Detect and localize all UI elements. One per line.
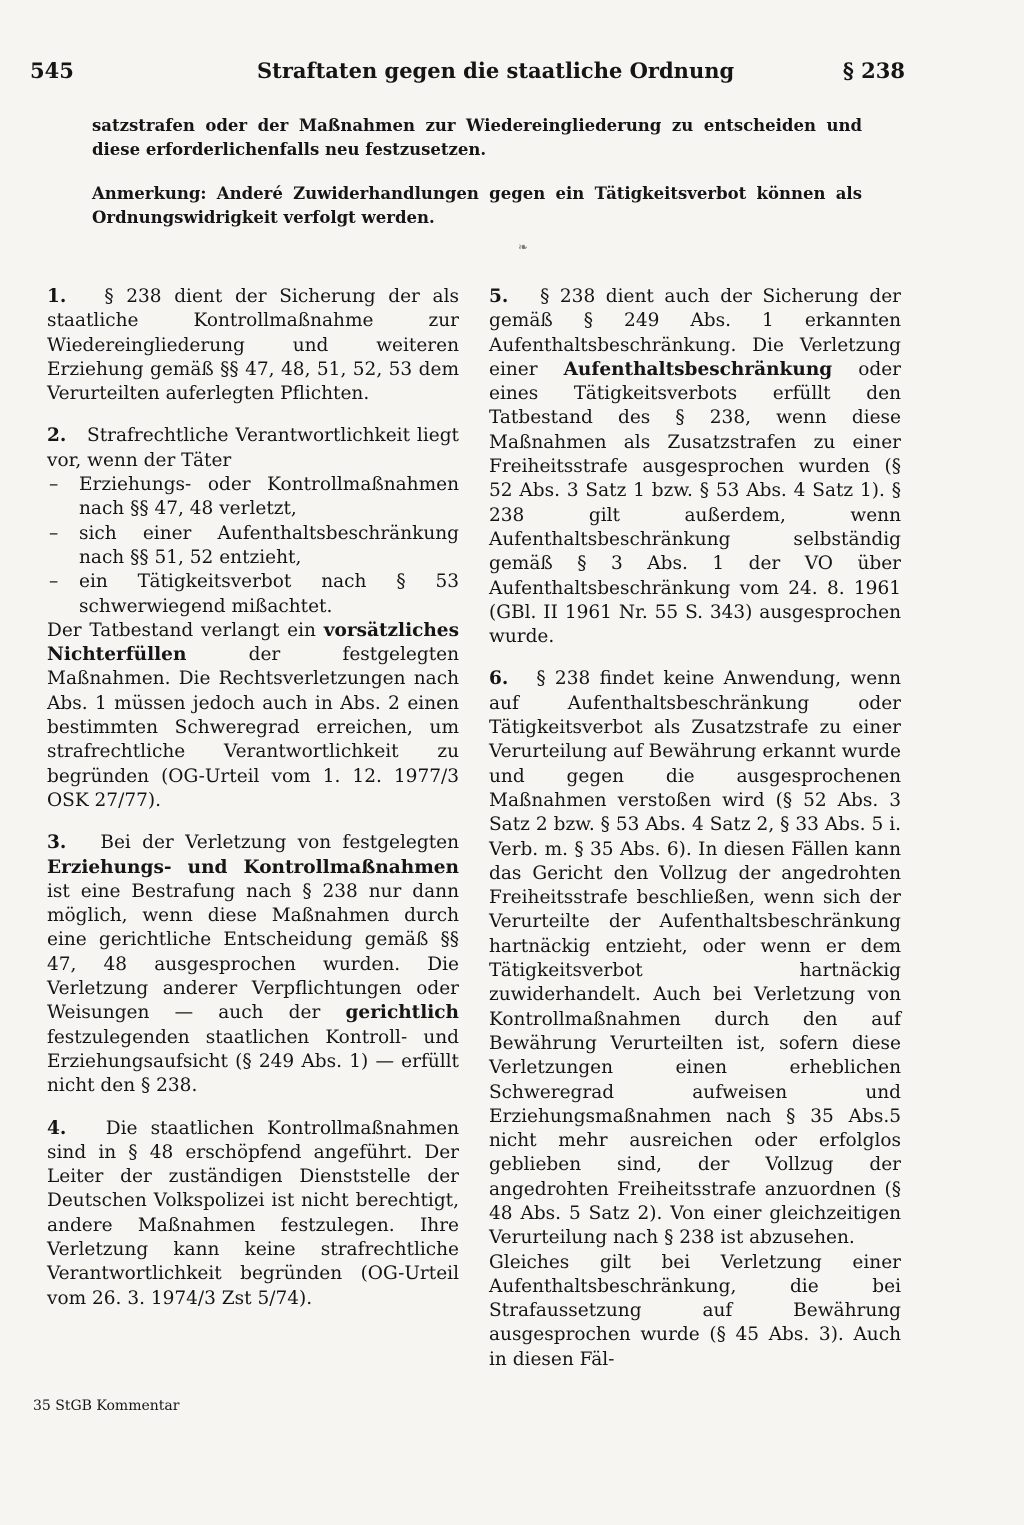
list-item: – Erziehungs- oder Kontrollmaßnahmen nach §§ 47, 48 verletzt, (47, 473, 459, 522)
commentary-text: oder eines Tätigkeitsverbots erfüllt den Tatbestand des § 238, wenn diese Maßnahmen als Zusatzstrafen zu einer Freiheitsstrafe ausgesprochen wurden (§ 52 Abs. 3 Satz 1 bzw. § 53 Abs. 4 Satz 1). § 238 gilt außerdem, wenn Aufenthaltsbeschränkung selbständig gemäß § 3 Abs. 1 der VO über Aufenthaltsbeschränkung vom 24. 8. 1961 (GBl. II 1961 Nr. 55 S. 343) ausgesprochen wurde. (489, 358, 901, 648)
commentary-column-left (47, 285, 459, 1329)
commentary-text: Strafrechtliche Verantwortlichkeit liegt vor, wenn der Täter (47, 425, 459, 471)
commentary-column-right (489, 285, 901, 1390)
running-title: Straftaten gegen die staatliche Ordnung (257, 58, 735, 83)
emphasis-text: gerichtlich (345, 1002, 459, 1024)
condition-list (47, 473, 459, 619)
commentary-text: Gleiches gilt bei Verletzung einer Aufenthaltsbeschränkung, die bei Strafaussetzung auf Bewährung ausgesprochen wurde (§ 45 Abs. 3). Auch in diesen Fäl- (489, 1251, 901, 1370)
page-number: 545 (30, 58, 74, 83)
commentary-number: 4. (47, 1117, 67, 1139)
section-reference: § 238 (842, 58, 905, 83)
commentary-text: § 238 dient der Sicherung der als staatliche Kontrollmaßnahme zur Wiedereingliederung und weiteren Erziehung gemäß §§ 47, 48, 51, 52, 53 dem Verurteilten auferlegten Pflichten. (47, 286, 459, 405)
commentary-text: § 238 findet keine Anwendung, wenn auf Aufenthaltsbeschränkung oder Tätigkeitsverbot als Zusatzstrafe zu einer Verurteilung auf Bewährung erkannt wurde und gegen die ausgesprochenen Maßnahmen verstoßen wird (§ 52 Abs. 3 Satz 2 bzw. § 53 Abs. 4 Satz 2, § 33 Abs. 5 i. Verb. m. § 35 Abs. 6). In diesen Fällen kann das Gericht den Vollzug der angedrohten Freiheitsstrafe beschließen, wenn sich der Verurteilte der Aufenthaltsbeschränkung hartnäckig entzieht, oder wenn er dem Tätigkeitsverbot hartnäckig zuwiderhandelt. Auch bei Verletzung von Kontrollmaßnahmen durch den auf Bewährung Verurteilten ist, sofern diese Verletzungen einen erheblichen Schweregrad aufweisen und Erziehungsmaßnahmen nach § 35 Abs.5 nicht mehr ausreichen oder erfolglos geblieben sind, der Vollzug der angedrohten Freiheitsstrafe anzuordnen (§ 48 Abs. 5 Satz 2). Von einer gleichzeitigen Verurteilung nach § 238 ist abzusehen. (489, 668, 901, 1249)
statute-note: Anmerkung: Anderé Zuwiderhandlungen gegen ein Tätigkeitsverbot können als Ordnungswidrigkeit verfolgt werden. (92, 184, 862, 227)
commentary-6 (489, 667, 901, 1250)
commentary-4 (47, 1117, 459, 1311)
commentary-5 (489, 285, 901, 649)
commentary-text: festzulegenden staatlichen Kontroll- und Erziehungsaufsicht (§ 249 Abs. 1) — erfüllt nicht den § 238. (47, 1026, 459, 1097)
commentary-1 (47, 285, 459, 406)
statute-continuation: satzstrafen oder der Maßnahmen zur Wiedereingliederung zu entscheiden und diese erforderlichenfalls neu festzusetzen. (92, 116, 862, 159)
commentary-6-continuation (489, 1251, 901, 1372)
commentary-number: 1. (47, 286, 67, 307)
printer-signature: 35 StGB Kommentar (33, 1398, 180, 1414)
list-item: – sich einer Aufenthaltsbeschränkung nach §§ 51, 52 entzieht, (47, 522, 459, 571)
emphasis-text: vorsätzliches Nichterfüllen (47, 619, 459, 666)
commentary-text: ist eine Bestrafung nach § 238 nur dann möglich, wenn diese Maßnahmen durch eine gerichtliche Entscheidung gemäß §§ 47, 48 ausgesprochen wurden. Die Verletzung anderer Verpflichtungen oder Weisungen — auch der (47, 880, 459, 1024)
statute-text (92, 114, 862, 230)
commentary-text: Der Tatbestand verlangt ein (47, 619, 316, 641)
commentary-number: 6. (489, 668, 509, 690)
commentary-number: 2. (47, 425, 67, 447)
commentary-number: 3. (47, 832, 67, 854)
commentary-text: Bei der Verletzung von festgelegten (100, 832, 459, 854)
commentary-number: 5. (489, 286, 509, 307)
commentary-2 (47, 424, 459, 473)
emphasis-text: Erziehungs- und Kontrollmaßnahmen (47, 856, 459, 878)
emphasis-text: Aufenthaltsbeschränkung (563, 358, 833, 380)
commentary-text: der festgelegten Maßnahmen. Die Rechtsverletzungen nach Abs. 1 müssen jedoch auch in Abs. 2 einen bestimmten Schweregrad erreichen, um strafrechtliche Verantwortlichkeit zu begründen (OG-Urteil vom 1. 12. 1977/3 OSK 27/77). (47, 644, 459, 811)
commentary-text: § 238 dient auch der Sicherung der gemäß § 249 Abs. 1 erkannten Aufenthaltsbeschränkung. Die Verletzung einer (489, 286, 901, 380)
commentary-2-continuation (47, 619, 459, 813)
list-item: – ein Tätigkeitsverbot nach § 53 schwerwiegend mißachtet. (47, 570, 459, 619)
ornament-mark: ❧ (518, 240, 529, 254)
commentary-3 (47, 831, 459, 1098)
commentary-text: Die staatlichen Kontrollmaßnahmen sind in § 48 erschöpfend angeführt. Der Leiter der zuständigen Dienststelle der Deutschen Volkspolizei ist nicht berechtigt, andere Maßnahmen festzulegen. Ihre Verletzung kann keine strafrechtliche Verantwortlichkeit begründen (OG-Urteil vom 26. 3. 1974/3 Zst 5/74). (47, 1117, 459, 1309)
running-header (30, 58, 905, 92)
